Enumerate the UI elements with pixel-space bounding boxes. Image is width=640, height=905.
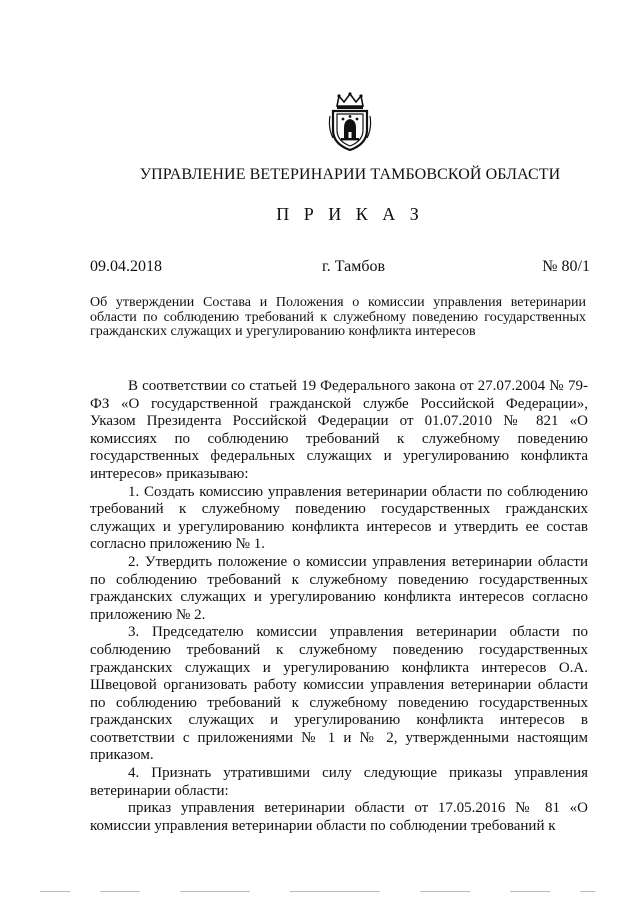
item-paragraph-3: 3. Председателю комиссии управления ветеринарии области по соблюдению требований к служебному поведению государственных гражданских служащих и урегулированию конфликта интересов О.А. Швецовой организовать работу комиссии управления ветеринарии области по соблюдению требований к служебному поведению государственных гражданских служащих и урегулированию конфликта интересов в соответствии с приложениями № 1 и № 2, утвержденными настоящим приказом. — [90, 624, 588, 764]
document-meta-row — [90, 258, 590, 278]
organization-title: УПРАВЛЕНИЕ ВЕТЕРИНАРИИ ТАМБОВСКОЙ ОБЛАСТИ — [139, 166, 561, 183]
item-paragraph-1: 1. Создать комиссию управления ветеринарии области по соблюдению требований к служебному поведению государственных гражданских служащих и урегулированию конфликта интересов и утвердить ее состав согласно приложению № 1. — [90, 483, 588, 553]
item-paragraph-4: 4. Признать утратившими силу следующие приказы управления ветеринарии области: — [90, 765, 588, 799]
document-city: г. Тамбов — [322, 258, 386, 275]
document-number: № 80/1 — [542, 258, 590, 275]
item-paragraph-5: приказ управления ветеринарии области от 17.05.2016 № 81 «О комиссии управления ветеринарии области по соблюдении требований к — [90, 800, 588, 834]
coat-of-arms-tambov-icon — [327, 92, 373, 152]
item-paragraph-2: 2. Утвердить положение о комиссии управления ветеринарии области по соблюдению требований к служебному поведению государственных гражданских служащих и урегулированию конфликта интересов согласно приложению № 2. — [90, 553, 588, 623]
scan-footer-marks — [40, 890, 600, 894]
document-body — [90, 378, 588, 835]
document-type-title: П Р И К А З — [276, 204, 424, 224]
preamble-paragraph: В соответствии со статьей 19 Федерального закона от 27.07.2004 № 79-ФЗ «О государственной гражданской службе Российской Федерации», Указом Президента Российской Федерации от 01.07.2010 № 821 «О комиссиях по соблюдению требований к служебному поведению государственных федеральных служащих и урегулированию конфликта интересов» приказываю: — [90, 378, 588, 482]
document-subject: Об утверждении Состава и Положения о комиссии управления ветеринарии области по соблюдению требований к служебному поведению государственных гражданских служащих и урегулированию конфликта интересов — [90, 295, 586, 339]
document-date: 09.04.2018 — [90, 258, 162, 275]
